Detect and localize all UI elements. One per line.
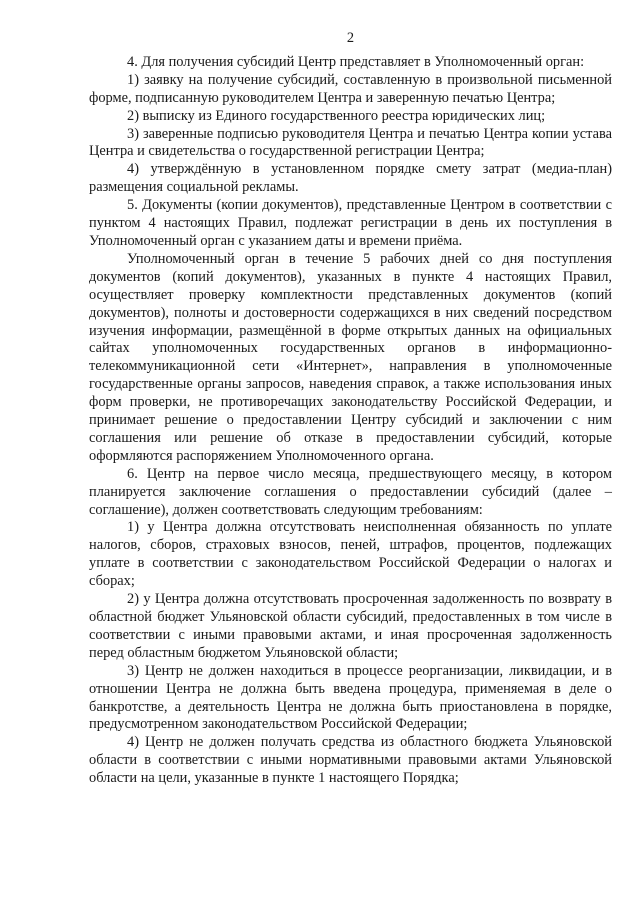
paragraph-item-5: 5. Документы (копии документов), представленные Центром в соответствии с пунктом 4 настоящих Правил, подлежат регистрации в день их поступления в Уполномоченный орган с указанием даты и времени приёма.	[89, 197, 612, 249]
paragraph-subitem-4-3: 3) заверенные подписью руководителя Центра и печатью Центра копии устава Центра и свидетельства о государственной регистрации Центра;	[89, 125, 612, 160]
paragraph-subitem-6-1: 1) у Центра должна отсутствовать неисполненная обязанность по уплате налогов, сборов, страховых взносов, пеней, штрафов, процентов, подлежащих уплате в соответствии с законодательством Российской Федерации о налогах и сборах;	[89, 519, 612, 590]
paragraph-item-4: 4. Для получения субсидий Центр представляет в Уполномоченный орган:	[127, 53, 585, 70]
paragraph-item-6: 6. Центр на первое число месяца, предшествующего месяцу, в котором планируется заключение соглашения о предоставлении субсидий (далее – соглашение), должен соответствовать следующим требованиям:	[89, 465, 612, 518]
paragraph-subitem-4-2: 2) выписку из Единого государственного реестра юридических лиц;	[127, 107, 546, 124]
paragraph-subitem-6-4: 4) Центр не должен получать средства из областного бюджета Ульяновской области в соответствии с иными нормативными правовыми актами Ульяновской области на цели, указанные в пункте 1 настоящего Порядка;	[89, 734, 612, 787]
paragraph-subitem-4-4: 4) утверждённую в установленном порядке смету затрат (медиа-план) размещения социальной рекламы.	[89, 161, 612, 196]
document-body	[89, 54, 612, 788]
paragraph-item-5-review: Уполномоченный орган в течение 5 рабочих дней со дня поступления документов (копий документов), указанных в пункте 4 настоящих Правил, осуществляет проверку комплектности представленных документов (копий документов), полноты и достоверности содержащихся в них сведений посредством изучения информации, размещённой в форме открытых данных на официальных сайтах уполномоченных государственных органов в информационно-телекоммуникационной сети «Интернет», направления в уполномоченные государственные органы запросов, наведения справок, а также использования иных форм проверки, не противоречащих законодательству Российской Федерации, и принимает решение о предоставлении Центру субсидий и заключении с ним соглашения или решение об отказе в предоставлении субсидий, которые оформляются распоряжением Уполномоченного органа.	[89, 250, 612, 464]
paragraph-subitem-4-1: 1) заявку на получение субсидий, составленную в произвольной письменной форме, подписанную руководителем Центра и заверенную печатью Центра;	[89, 71, 612, 106]
paragraph-subitem-6-3: 3) Центр не должен находиться в процессе реорганизации, ликвидации, и в отношении Центра не должна быть введена процедура, применяемая в деле о банкротстве, а деятельность Центра не должна быть приостановлена в порядке, предусмотренном законодательством Российской Федерации;	[89, 662, 612, 733]
page-number: 2	[346, 30, 355, 46]
paragraph-subitem-6-2: 2) у Центра должна отсутствовать просроченная задолженность по возврату в областной бюджет Ульяновской области субсидий, предоставленных в том числе в соответствии с иными правовыми актами, и иная просроченная задолженность перед областным бюджетом Ульяновской области;	[89, 591, 612, 661]
